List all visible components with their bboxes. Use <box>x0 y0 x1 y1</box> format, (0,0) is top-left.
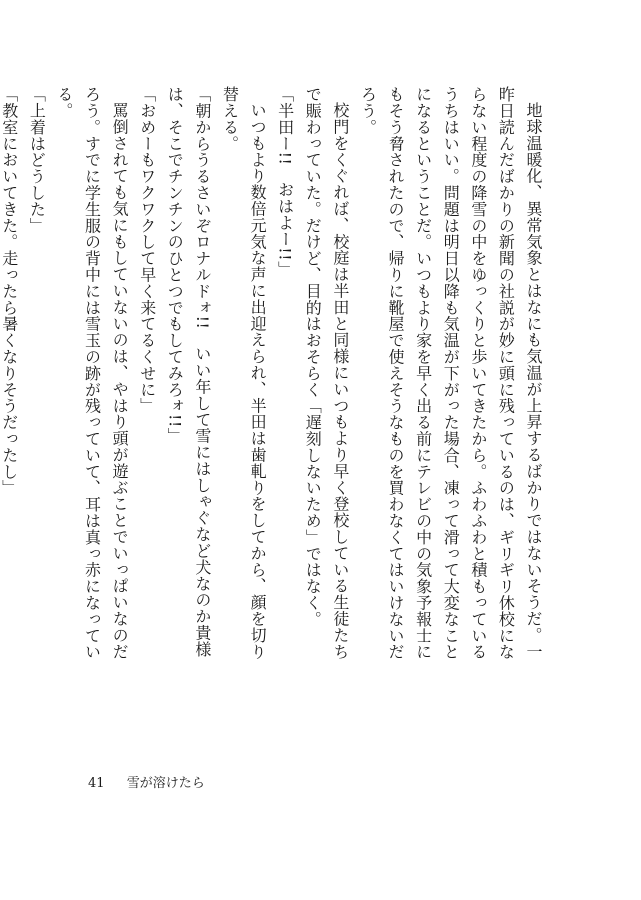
paragraph-1: 地球温暖化、異常気象とはなにも気温が上昇するばかりではないそうだ。一昨日読んだばかりの新聞の社説が妙に頭に残っているのは、ギリギリ休校にならない程度の降雪の中をゆっくりと歩いてきたから。ふわふわと積もっているうちはいい。問題は明日以降も気温が下がった場合、凍って滑って大変なことになるということだ。いつもより家を早く出る前にテレビの中の気象予報士にもそう脅されたので、帰りに靴屋で使えそうなものを買わなくてはいけないだろう。 <box>358 86 543 660</box>
paragraph-2: 校門をくぐれば、校庭は半田と同様にいつもより早く登校している生徒たちで賑わっていた。だけど、目的はおそらく「遅刻しないため」ではなく。 <box>303 86 350 660</box>
running-title: 雪が溶けたら <box>126 776 205 791</box>
page-footer <box>88 772 205 791</box>
page-number: 41 <box>88 776 105 791</box>
paragraph-6: 「おめーもワクワクして早く来てるくせに」 <box>137 86 157 414</box>
paragraph-3: 「半田ー!! おはよー!!」 <box>275 86 295 278</box>
paragraph-5: 「朝からうるさいぞロナルドォ!! いい年して雪にはしゃぐなど犬なのか貴様は、そこでチンチンのひとつでもしてみろォ!!」 <box>165 86 212 658</box>
main-text-block <box>0 86 547 666</box>
paragraph-4: いつもより数倍元気な声に出迎えられ、半田は歯軋りをしてから、顔を切り替える。 <box>220 86 268 660</box>
paragraph-9: 「教室においてきた。走ったら暑くなりそうだったし」 <box>0 86 19 496</box>
paragraph-7: 罵倒されても気にもしていないのは、やはり頭が遊ぶことでいっぱいなのだろう。すでに学生服の背中には雪玉の跡が残っていて、耳は真っ赤になっている。 <box>54 86 130 660</box>
paragraph-8: 「上着はどうした」 <box>27 86 47 234</box>
